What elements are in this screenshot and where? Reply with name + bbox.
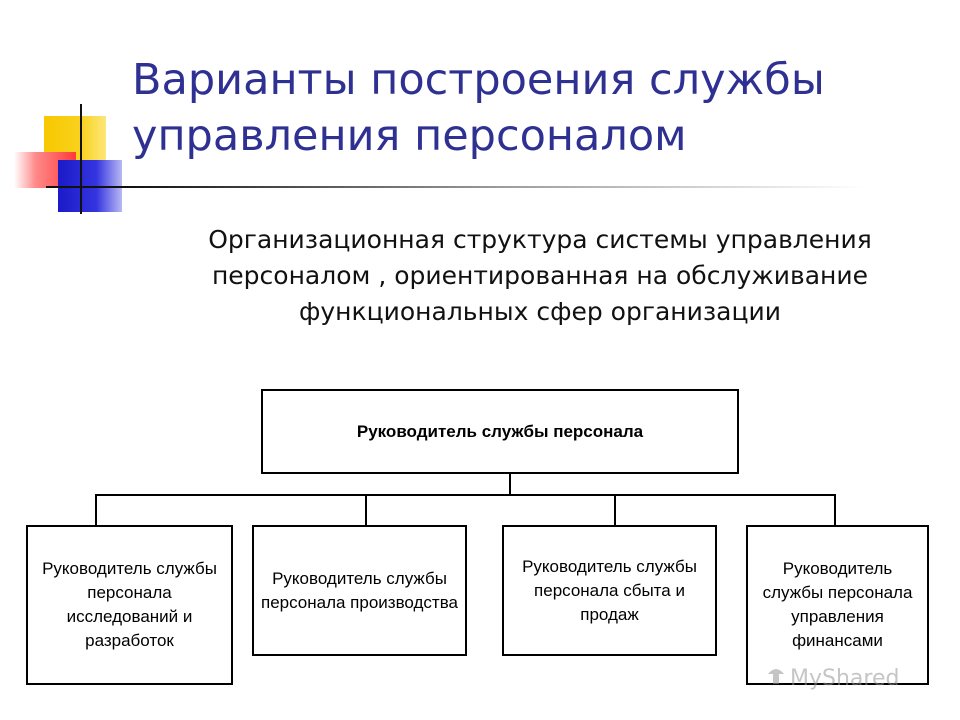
mushroom-icon	[766, 664, 786, 692]
title-underline	[46, 186, 866, 188]
org-child-box-sales	[502, 525, 717, 656]
org-child-label: Руководитель службы персонала сбыта и продаж	[522, 556, 697, 624]
connector-drop-4	[834, 494, 836, 525]
org-child-label: Руководитель службы персонала исследований и разработок	[42, 559, 217, 650]
connector-drop-1	[95, 494, 97, 525]
connector-bus	[95, 494, 836, 496]
watermark	[766, 664, 899, 692]
connector-trunk	[509, 474, 511, 495]
connector-drop-2	[365, 494, 367, 525]
org-root-box	[261, 389, 739, 474]
decor-vertical-line	[80, 104, 82, 214]
connector-drop-3	[614, 494, 616, 525]
watermark-text: MyShared	[790, 665, 900, 691]
org-child-label: Руководитель службы персонала управления финансами	[762, 559, 913, 650]
org-child-box-finance	[746, 525, 929, 685]
org-child-label: Руководитель службы персонала производства	[260, 568, 459, 612]
slide-subtitle: Организационная структура системы управления персоналом , ориентированная на обслуживание функциональных сфер организации	[208, 225, 872, 326]
org-child-box-rnd	[26, 525, 233, 685]
slide-title: Варианты построения службы управления персоналом	[132, 55, 825, 161]
org-root-label: Руководитель службы персонала	[356, 421, 644, 441]
org-child-box-production	[252, 525, 467, 656]
